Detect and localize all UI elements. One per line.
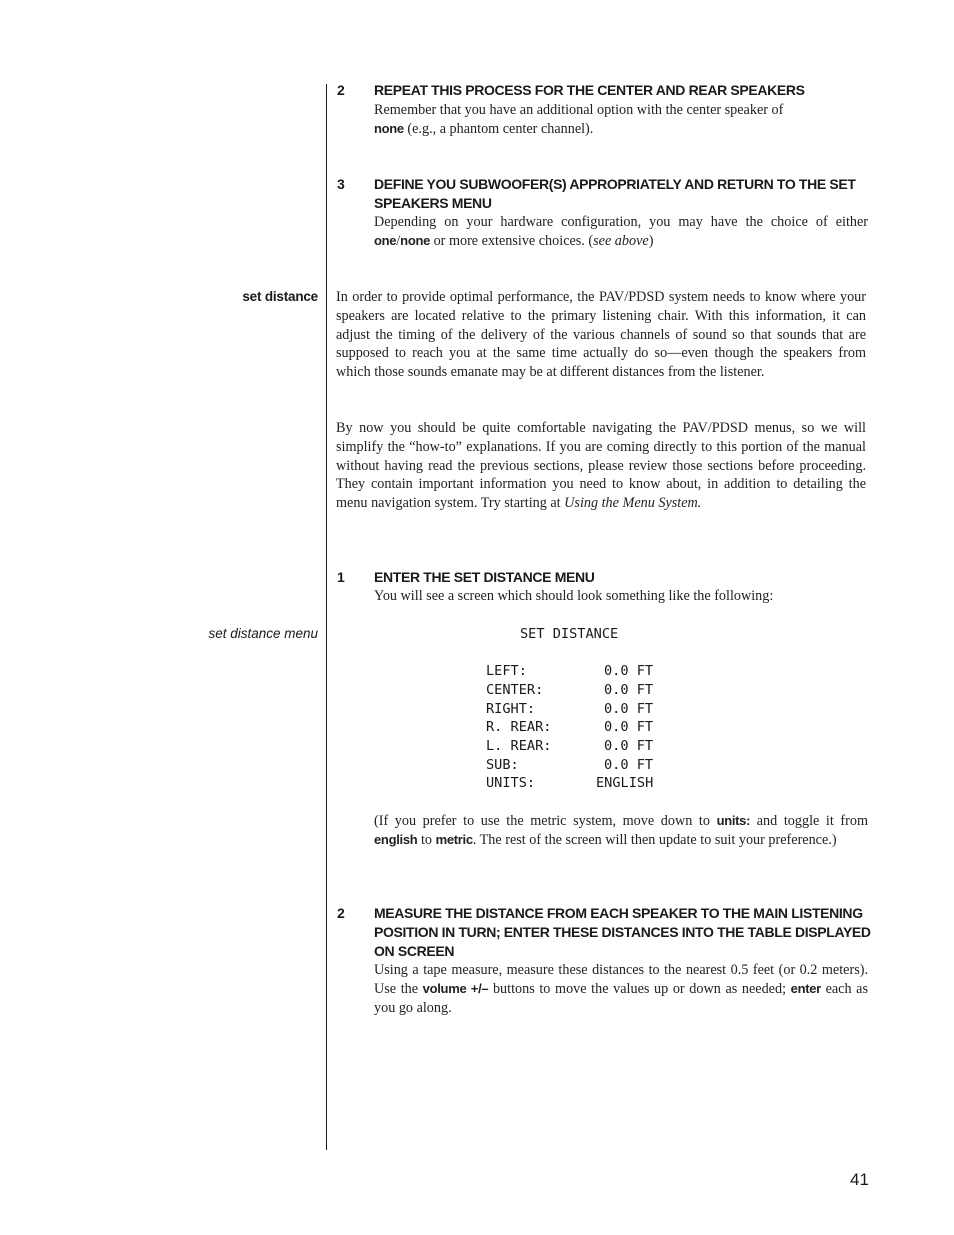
metric-note-mid2: to	[417, 831, 436, 848]
menu-screen-title: SET DISTANCE	[520, 626, 619, 642]
step-1-number: 1	[337, 569, 345, 585]
menu-row-label: R. REAR:	[486, 719, 552, 735]
step-3-body	[374, 213, 868, 251]
metric-note-text: (If you prefer to use the metric system, move down to	[374, 813, 717, 829]
menu-row-value: 0.0 FT	[604, 719, 654, 735]
menu-row-label: CENTER:	[486, 682, 544, 698]
keyword-none-2: none	[400, 232, 431, 248]
step-2b-body-text: Using a tape measure, measure these distances to the nearest 0.5 feet (or 0.2 meters). Use the	[374, 962, 868, 997]
menu-row-value: 0.0 FT	[604, 701, 654, 717]
menu-row-value: ENGLISH	[596, 775, 654, 791]
keyword-metric: metric	[435, 831, 473, 847]
step-2b-body-end: each as you go along.	[374, 980, 869, 1016]
see-above: see above	[593, 232, 649, 249]
step-2-body	[374, 101, 868, 139]
step-2-body-tail: (e.g., a phantom center channel).	[403, 120, 594, 137]
menu-row-value: 0.0 FT	[604, 738, 654, 754]
menu-row-label: SUB:	[486, 757, 519, 773]
step-3-body-end: )	[648, 232, 654, 249]
using-menu-system-ref: Using the Menu System.	[564, 495, 702, 512]
keyword-one: one	[374, 232, 397, 248]
menu-row-value: 0.0 FT	[604, 682, 654, 698]
step-3-body-mid: or more extensive choices. (	[430, 232, 594, 249]
step-2b-title	[374, 904, 874, 961]
side-label-set-distance: set distance	[242, 289, 318, 304]
step-2-body-text: Remember that you have an additional option with the center speaker of	[374, 102, 784, 118]
keyword-volume: volume +/–	[422, 980, 489, 996]
step-2b-number: 2	[337, 905, 345, 921]
menu-row-label: LEFT:	[486, 663, 527, 679]
step-3-title	[374, 175, 874, 213]
keyword-units: units:	[716, 813, 751, 828]
step-2b-title-line1: MEASURE THE DISTANCE FROM EACH SPEAKER TO THE MAIN LISTENING	[374, 905, 863, 921]
step-3-number: 3	[337, 176, 345, 192]
step-3-title-line2: SPEAKERS MENU	[374, 195, 492, 211]
step-2b-title-line3: ON SCREEN	[374, 943, 455, 959]
menu-row-value: 0.0 FT	[604, 663, 654, 679]
page-number: 41	[850, 1170, 869, 1189]
step-2-number: 2	[337, 82, 345, 98]
step-3-body-text: Depending on your hardware configuration, you may have the choice of either	[374, 214, 868, 230]
metric-note	[374, 812, 868, 850]
slash: /	[396, 232, 401, 249]
step-1-title: ENTER THE SET DISTANCE MENU	[374, 569, 595, 585]
set-distance-para-1: In order to provide optimal performance, the PAV/PDSD system needs to know where your speakers are located relative to the primary listening chair. With this information, it can adjust the timing of the delivery of the various channels of sound so that sounds that are supposed to reach you at the same time actually do so—even though the speakers from which those sounds emanate may be at different distances from the listener.	[336, 289, 866, 381]
menu-row-label: UNITS:	[486, 775, 536, 791]
step-1-body: You will see a screen which should look something like the following:	[374, 588, 774, 604]
menu-row-label: L. REAR:	[486, 738, 552, 754]
menu-row-label: RIGHT:	[486, 701, 536, 717]
keyword-none: none	[374, 120, 404, 136]
para-2-text: By now you should be quite comfortable navigating the PAV/PDSD menus, so we will simplify the “how-to” explanations. If you are coming directly to this portion of the manual without having read the previous sections, please review those sections before proceeding. They contain important information you need to know about, in addition to detailing the menu navigation system. Try starting at	[336, 420, 866, 512]
metric-note-end: . The rest of the screen will then update to suit your preference.)	[472, 831, 837, 848]
menu-row-value: 0.0 FT	[604, 757, 654, 773]
step-2-title: REPEAT THIS PROCESS FOR THE CENTER AND REAR SPEAKERS	[374, 82, 805, 98]
keyword-english: english	[374, 831, 418, 847]
set-distance-para-2	[336, 419, 866, 513]
metric-note-mid1: and toggle it from	[750, 813, 868, 829]
side-label-set-distance-menu: set distance menu	[208, 626, 318, 641]
step-2b-body-mid: buttons to move the values up or down as needed;	[488, 980, 791, 997]
step-2b-title-line2: POSITION IN TURN; ENTER THESE DISTANCES INTO THE TABLE DISPLAYED	[374, 924, 871, 940]
keyword-enter: enter	[790, 980, 821, 996]
step-2b-body	[374, 961, 868, 1017]
step-3-title-line1: DEFINE YOU SUBWOOFER(S) APPROPRIATELY AND RETURN TO THE SET	[374, 176, 856, 192]
margin-rule	[326, 84, 327, 1150]
